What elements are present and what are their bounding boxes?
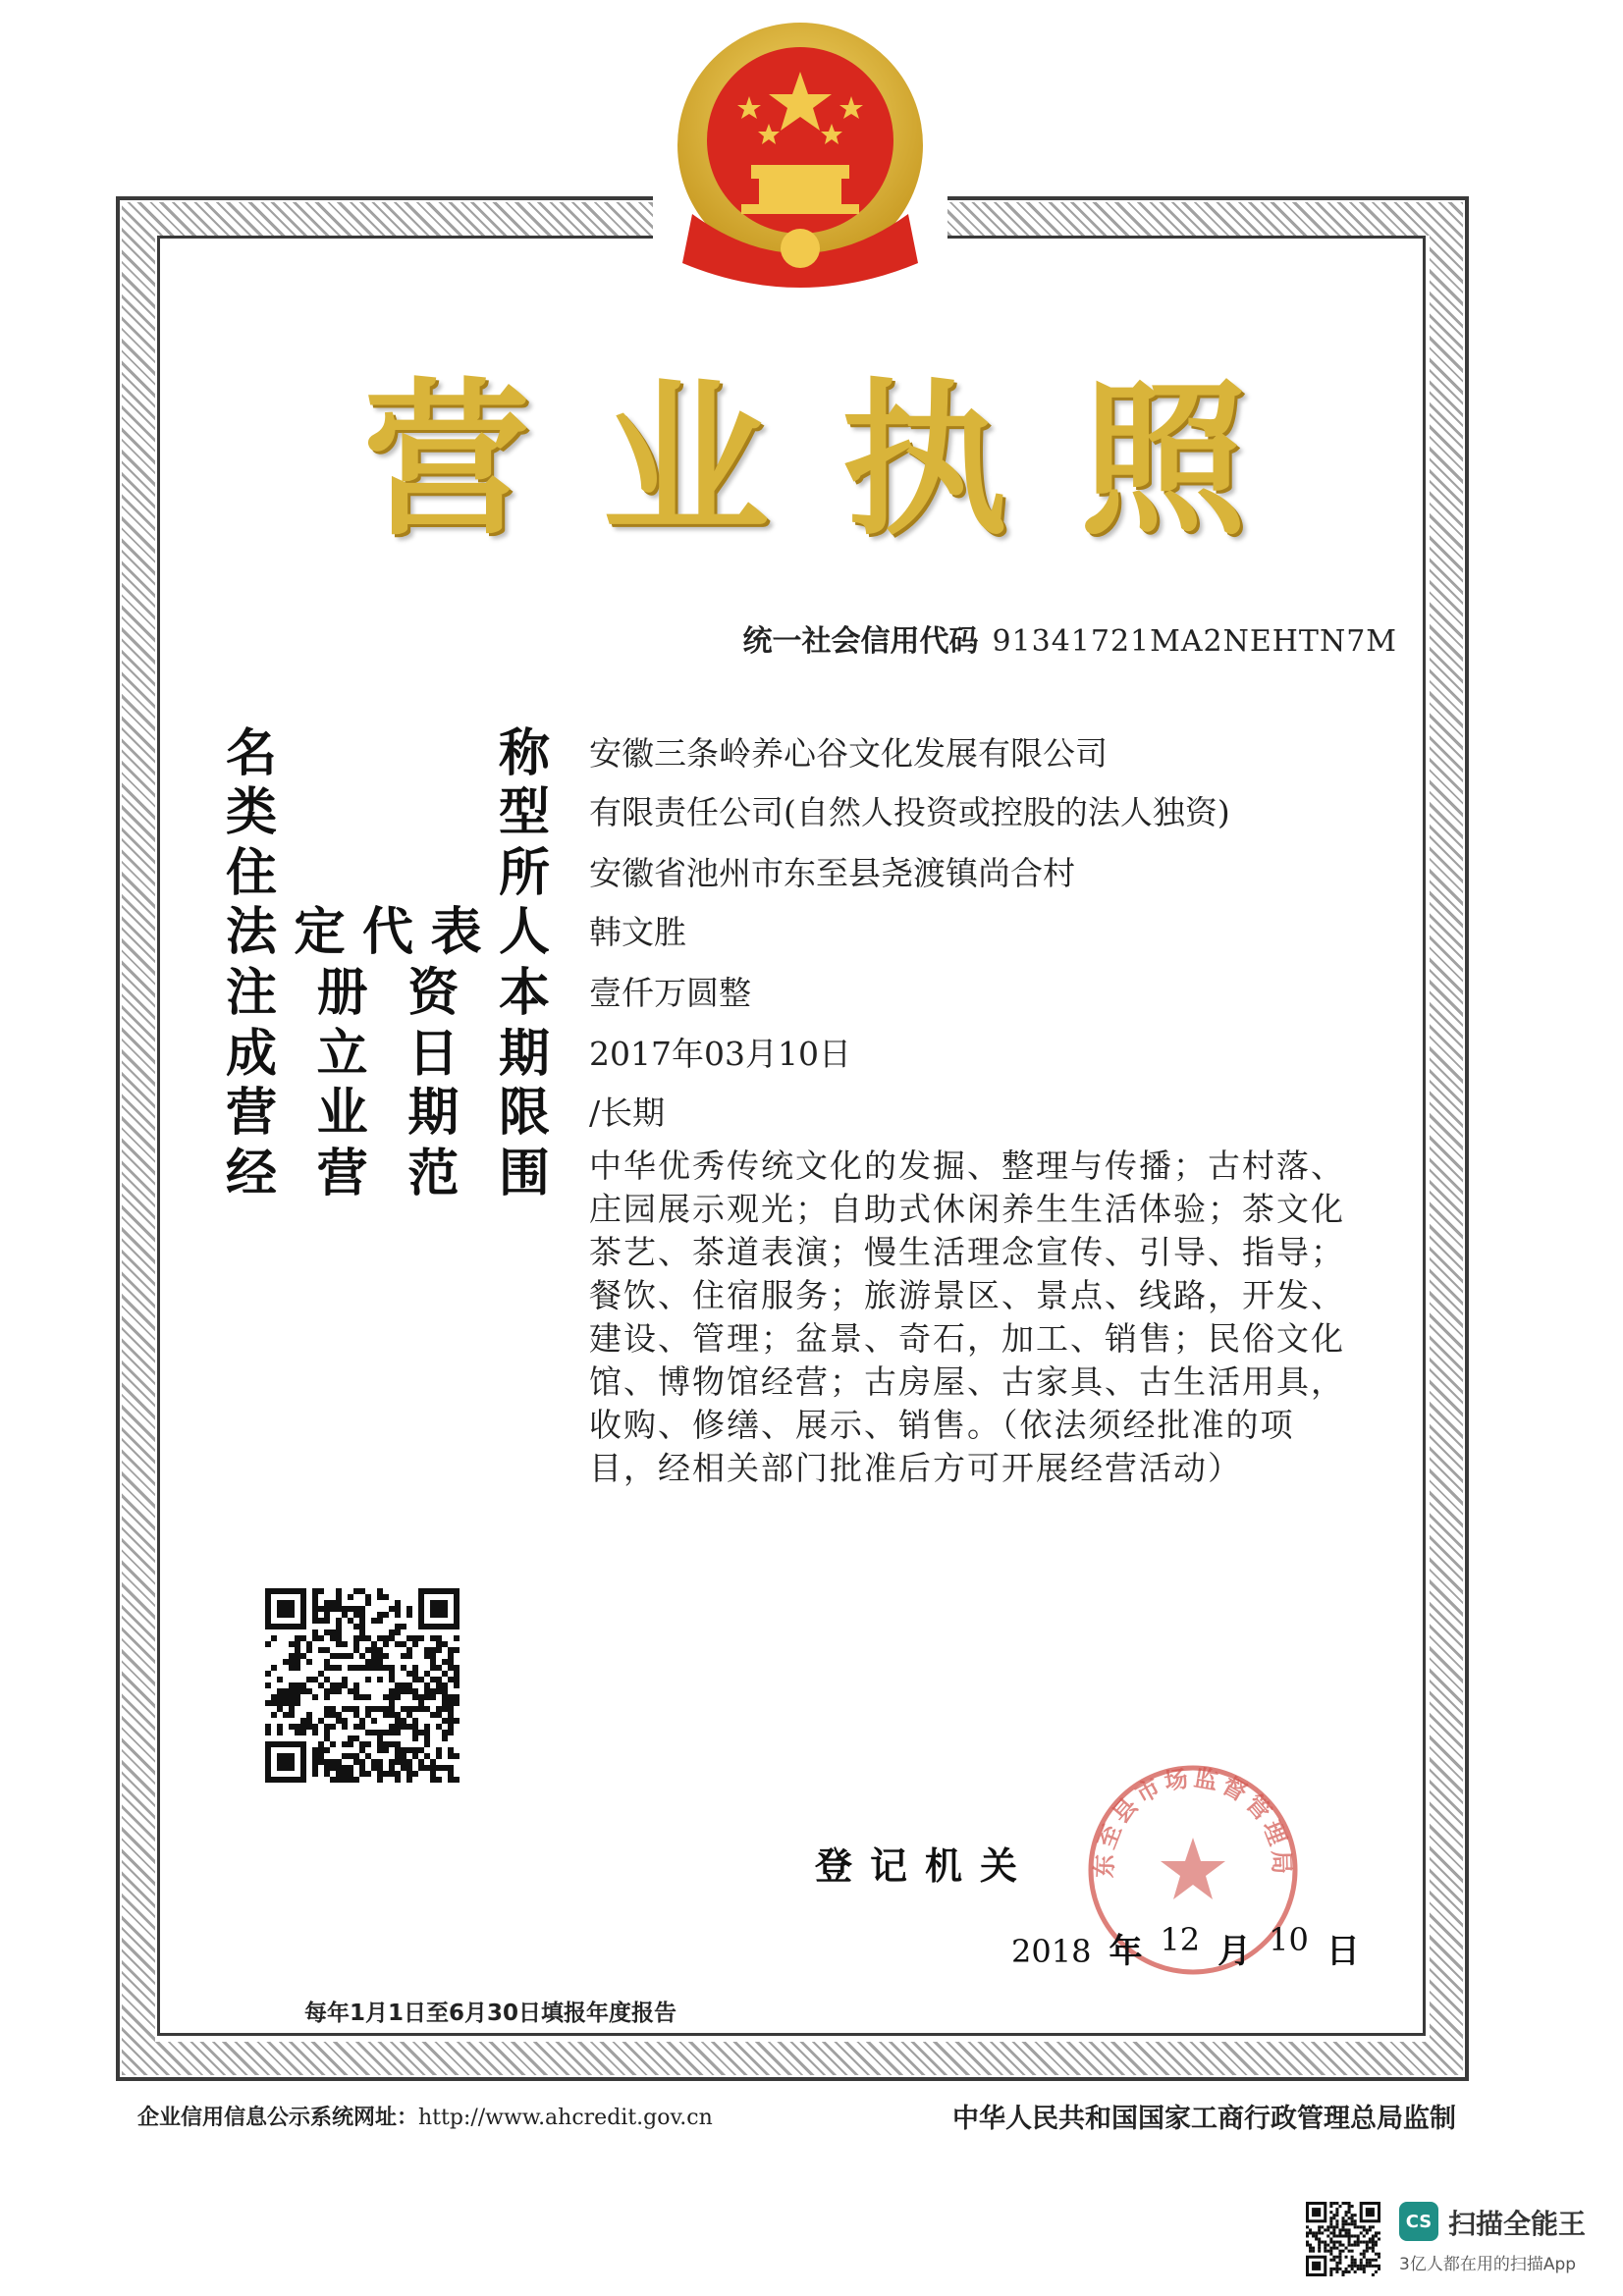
field-label bbox=[226, 724, 550, 783]
term-value: /长期 bbox=[589, 1094, 666, 1132]
label-char: 经 bbox=[226, 1145, 278, 1203]
label-char: 注 bbox=[226, 964, 278, 1023]
label-char: 法 bbox=[226, 903, 278, 962]
field-label bbox=[226, 844, 550, 903]
year-unit: 年 bbox=[1109, 1932, 1143, 1971]
issue-date bbox=[1011, 1921, 1378, 1972]
credit-code-value: 91341721MA2NEHTN7M bbox=[992, 624, 1397, 659]
issue-month: 12 bbox=[1160, 1921, 1201, 1958]
label-char: 所 bbox=[498, 844, 550, 903]
seal-text: 东至县市场监督管理局 bbox=[1090, 1764, 1296, 1879]
label-char: 称 bbox=[498, 724, 550, 783]
label-char: 定 bbox=[294, 903, 346, 962]
label-char: 住 bbox=[226, 844, 278, 903]
label-char: 型 bbox=[498, 783, 550, 842]
label-char: 人 bbox=[498, 903, 550, 962]
title-char-3: 执 bbox=[840, 364, 1008, 559]
field-label bbox=[226, 783, 550, 842]
qr-code-icon[interactable] bbox=[265, 1588, 460, 1783]
watermark-qr-icon bbox=[1306, 2202, 1380, 2276]
supervisor-text: 中华人民共和国国家工商行政管理总局监制 bbox=[952, 2104, 1456, 2134]
label-char: 期 bbox=[498, 1025, 550, 1084]
label-char: 围 bbox=[498, 1145, 550, 1203]
label-char: 册 bbox=[316, 964, 368, 1023]
label-char: 日 bbox=[407, 1025, 460, 1084]
website-label: 企业信用信息公示系统网址： bbox=[137, 2106, 419, 2130]
established-date-value: 2017年03月10日 bbox=[589, 1035, 851, 1073]
annual-report-note: 每年1月1日至6月30日填报年度报告 bbox=[304, 2001, 677, 2026]
issue-day: 10 bbox=[1269, 1921, 1309, 1958]
watermark-tagline: 3亿人都在用的扫描App bbox=[1399, 2255, 1577, 2274]
label-char: 立 bbox=[316, 1025, 368, 1084]
label-char: 本 bbox=[498, 964, 550, 1023]
company-type-value: 有限责任公司(自然人投资或控股的法人独资) bbox=[589, 793, 1230, 831]
field-label bbox=[226, 1025, 550, 1084]
month-unit: 月 bbox=[1217, 1932, 1252, 1971]
website-link[interactable]: http://www.ahcredit.gov.cn bbox=[418, 2106, 713, 2130]
label-char: 期 bbox=[407, 1084, 460, 1143]
business-scope-value: 中华优秀传统文化的发掘、整理与传播；古村落、 庄园展示观光；自助式休闲养生生活体验；茶文化 茶艺、茶道表演；慢生活理念宣传、引导、指导； 餐饮、住宿服务；旅游景区、景点、线路，开发、 建设、管理；盆景、奇石，加工、销售；民俗文化 馆、博物馆经营；古房屋、古家具、古生活用具， 收购、修缮、展示、销售。（依法须经批准的项 目，经相关部门批准后方可开展经营活动） bbox=[589, 1147, 1345, 1487]
label-char: 名 bbox=[226, 724, 278, 783]
document-title bbox=[363, 353, 1247, 569]
national-emblem-icon bbox=[653, 18, 947, 322]
field-label bbox=[226, 1084, 550, 1143]
watermark-app-name: 扫描全能王 bbox=[1448, 2208, 1587, 2240]
credit-code-label: 统一社会信用代码 bbox=[742, 624, 979, 659]
legal-rep-value: 韩文胜 bbox=[589, 913, 686, 951]
address-value: 安徽省池州市东至县尧渡镇尚合村 bbox=[589, 854, 1075, 892]
label-char: 成 bbox=[226, 1025, 278, 1084]
title-char-2: 业 bbox=[602, 364, 770, 559]
label-char: 资 bbox=[407, 964, 460, 1023]
day-unit: 日 bbox=[1325, 1932, 1360, 1971]
label-char: 表 bbox=[430, 903, 482, 962]
website-footer bbox=[137, 2101, 713, 2131]
label-char: 营 bbox=[226, 1084, 278, 1143]
registration-authority-label: 登记机关 bbox=[815, 1844, 1036, 1888]
field-label bbox=[226, 1145, 550, 1203]
title-char-1: 营 bbox=[363, 364, 531, 559]
label-char: 范 bbox=[407, 1145, 460, 1203]
label-char: 类 bbox=[226, 783, 278, 842]
capital-value: 壹仟万圆整 bbox=[589, 974, 751, 1012]
label-char: 营 bbox=[316, 1145, 368, 1203]
title-char-4: 照 bbox=[1079, 364, 1247, 559]
label-char: 限 bbox=[498, 1084, 550, 1143]
label-char: 代 bbox=[361, 903, 413, 962]
field-label bbox=[226, 903, 550, 962]
label-char: 业 bbox=[316, 1084, 368, 1143]
field-label bbox=[226, 964, 550, 1023]
company-name-value: 安徽三条岭养心谷文化发展有限公司 bbox=[589, 734, 1108, 773]
issue-year: 2018 bbox=[1011, 1933, 1092, 1970]
camscanner-logo-icon: CS bbox=[1399, 2202, 1438, 2241]
credit-code bbox=[742, 616, 1397, 660]
